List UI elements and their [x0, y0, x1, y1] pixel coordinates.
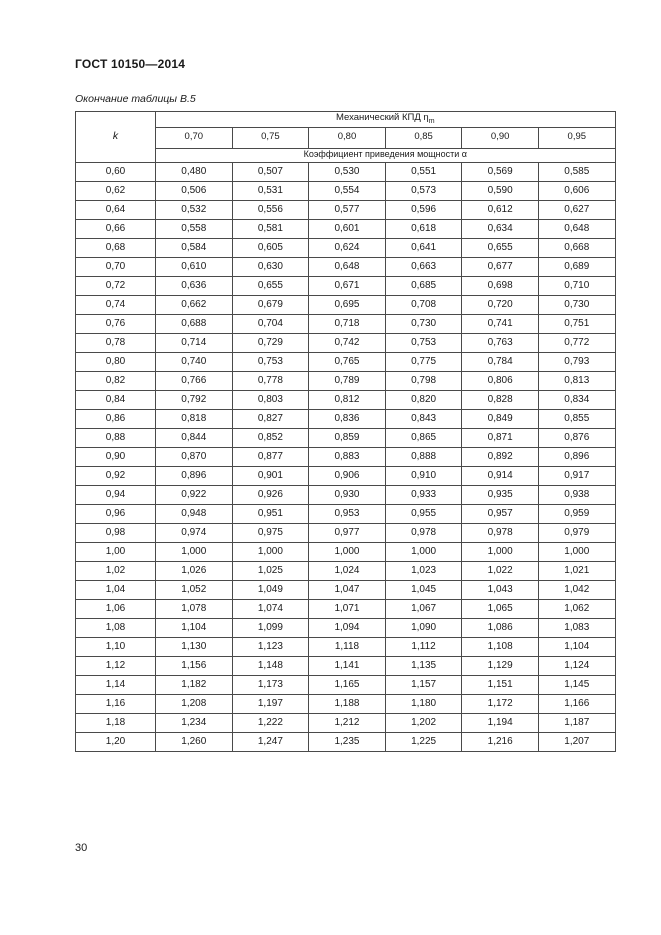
value-cell: 1,225: [385, 732, 462, 751]
table-row: [76, 276, 616, 295]
table-row: [76, 409, 616, 428]
value-cell: 1,000: [232, 542, 309, 561]
value-cell: 0,766: [156, 371, 233, 390]
value-cell: 0,507: [232, 162, 309, 181]
value-cell: 0,624: [309, 238, 386, 257]
k-cell: 0,64: [76, 200, 156, 219]
table-row: [76, 618, 616, 637]
value-cell: 0,974: [156, 523, 233, 542]
value-cell: 1,247: [232, 732, 309, 751]
value-cell: 0,708: [385, 295, 462, 314]
value-cell: 0,818: [156, 409, 233, 428]
value-cell: 0,630: [232, 257, 309, 276]
k-cell: 0,86: [76, 409, 156, 428]
value-cell: 0,772: [538, 333, 615, 352]
table-row: [76, 580, 616, 599]
k-cell: 1,14: [76, 675, 156, 694]
value-cell: 1,078: [156, 599, 233, 618]
value-cell: 1,000: [156, 542, 233, 561]
value-cell: 1,156: [156, 656, 233, 675]
k-cell: 0,68: [76, 238, 156, 257]
table-body: [76, 162, 616, 751]
value-cell: 0,671: [309, 276, 386, 295]
value-cell: 1,187: [538, 713, 615, 732]
value-cell: 1,172: [462, 694, 539, 713]
value-cell: 0,793: [538, 352, 615, 371]
k-cell: 0,80: [76, 352, 156, 371]
k-cell: 0,76: [76, 314, 156, 333]
k-cell: 0,88: [76, 428, 156, 447]
value-cell: 0,577: [309, 200, 386, 219]
value-cell: 0,551: [385, 162, 462, 181]
efficiency-value: 0,95: [538, 127, 615, 148]
value-cell: 0,679: [232, 295, 309, 314]
value-cell: 0,951: [232, 504, 309, 523]
value-cell: 1,049: [232, 580, 309, 599]
value-cell: 0,953: [309, 504, 386, 523]
value-cell: 0,634: [462, 219, 539, 238]
value-cell: 0,778: [232, 371, 309, 390]
value-cell: 1,207: [538, 732, 615, 751]
value-cell: 1,216: [462, 732, 539, 751]
value-cell: 0,668: [538, 238, 615, 257]
eta-subscript: m: [428, 117, 435, 125]
page-number: 30: [75, 842, 88, 854]
value-cell: 1,157: [385, 675, 462, 694]
value-cell: 0,888: [385, 447, 462, 466]
value-cell: 0,789: [309, 371, 386, 390]
value-cell: 0,812: [309, 390, 386, 409]
value-cell: 0,689: [538, 257, 615, 276]
table-row: [76, 561, 616, 580]
table-row: [76, 656, 616, 675]
value-cell: 1,090: [385, 618, 462, 637]
table-row: [76, 713, 616, 732]
value-cell: 1,094: [309, 618, 386, 637]
value-cell: 0,663: [385, 257, 462, 276]
value-cell: 0,584: [156, 238, 233, 257]
value-cell: 1,148: [232, 656, 309, 675]
table-row: [76, 390, 616, 409]
efficiency-value: 0,75: [232, 127, 309, 148]
table-row: [76, 447, 616, 466]
value-cell: 0,740: [156, 352, 233, 371]
value-cell: 0,922: [156, 485, 233, 504]
value-cell: 1,166: [538, 694, 615, 713]
value-cell: 1,042: [538, 580, 615, 599]
k-cell: 0,70: [76, 257, 156, 276]
value-cell: 0,751: [538, 314, 615, 333]
value-cell: 0,763: [462, 333, 539, 352]
value-cell: 0,806: [462, 371, 539, 390]
value-cell: 0,530: [309, 162, 386, 181]
value-cell: 1,000: [385, 542, 462, 561]
k-cell: 0,84: [76, 390, 156, 409]
value-cell: 0,636: [156, 276, 233, 295]
value-cell: 1,083: [538, 618, 615, 637]
value-cell: 0,901: [232, 466, 309, 485]
value-cell: 0,655: [232, 276, 309, 295]
table-row: [76, 523, 616, 542]
value-cell: 0,605: [232, 238, 309, 257]
value-cell: 0,662: [156, 295, 233, 314]
value-cell: 0,896: [538, 447, 615, 466]
table-row: [76, 428, 616, 447]
value-cell: 1,023: [385, 561, 462, 580]
value-cell: 0,855: [538, 409, 615, 428]
value-cell: 0,876: [538, 428, 615, 447]
table-row: [76, 504, 616, 523]
k-cell: 0,92: [76, 466, 156, 485]
table-row: [76, 219, 616, 238]
k-cell: 0,96: [76, 504, 156, 523]
value-cell: 0,803: [232, 390, 309, 409]
value-cell: 1,043: [462, 580, 539, 599]
value-cell: 0,704: [232, 314, 309, 333]
table-row: [76, 181, 616, 200]
value-cell: 1,234: [156, 713, 233, 732]
value-cell: 1,197: [232, 694, 309, 713]
value-cell: 0,610: [156, 257, 233, 276]
value-cell: 1,000: [538, 542, 615, 561]
value-cell: 0,877: [232, 447, 309, 466]
value-cell: 1,212: [309, 713, 386, 732]
efficiency-value: 0,90: [462, 127, 539, 148]
k-cell: 0,94: [76, 485, 156, 504]
value-cell: 0,792: [156, 390, 233, 409]
value-cell: 0,480: [156, 162, 233, 181]
value-cell: 1,086: [462, 618, 539, 637]
value-cell: 1,067: [385, 599, 462, 618]
k-cell: 0,62: [76, 181, 156, 200]
table-row: [76, 257, 616, 276]
k-cell: 0,74: [76, 295, 156, 314]
value-cell: 1,074: [232, 599, 309, 618]
value-cell: 0,648: [538, 219, 615, 238]
value-cell: 0,506: [156, 181, 233, 200]
k-cell: 1,00: [76, 542, 156, 561]
value-cell: 0,896: [156, 466, 233, 485]
value-cell: 0,978: [462, 523, 539, 542]
value-cell: 1,130: [156, 637, 233, 656]
value-cell: 1,045: [385, 580, 462, 599]
table-row: [76, 295, 616, 314]
value-cell: 1,260: [156, 732, 233, 751]
value-cell: 0,688: [156, 314, 233, 333]
k-cell: 1,12: [76, 656, 156, 675]
value-cell: 0,883: [309, 447, 386, 466]
value-cell: 0,655: [462, 238, 539, 257]
table-row: [76, 466, 616, 485]
value-cell: 0,730: [538, 295, 615, 314]
value-cell: 0,775: [385, 352, 462, 371]
table-row: [76, 675, 616, 694]
value-cell: 0,753: [232, 352, 309, 371]
value-cell: 0,718: [309, 314, 386, 333]
efficiency-value: 0,85: [385, 127, 462, 148]
value-cell: 1,182: [156, 675, 233, 694]
efficiency-value: 0,70: [156, 127, 233, 148]
value-cell: 0,844: [156, 428, 233, 447]
value-cell: 1,145: [538, 675, 615, 694]
k-cell: 1,16: [76, 694, 156, 713]
value-cell: 1,062: [538, 599, 615, 618]
value-cell: 0,978: [385, 523, 462, 542]
value-cell: 0,531: [232, 181, 309, 200]
value-cell: 0,741: [462, 314, 539, 333]
value-cell: 0,720: [462, 295, 539, 314]
power-coefficient-subheader: Коэффициент приведения мощности α: [156, 148, 616, 162]
k-column-header: k: [76, 112, 156, 163]
table-row: [76, 162, 616, 181]
value-cell: 0,935: [462, 485, 539, 504]
table-row: [76, 637, 616, 656]
table-row: [76, 542, 616, 561]
k-cell: 0,72: [76, 276, 156, 295]
value-cell: 0,596: [385, 200, 462, 219]
value-cell: 0,977: [309, 523, 386, 542]
value-cell: 0,729: [232, 333, 309, 352]
table-row: [76, 200, 616, 219]
value-cell: 1,065: [462, 599, 539, 618]
value-cell: 1,024: [309, 561, 386, 580]
subheader-row: [76, 148, 616, 162]
value-cell: 1,135: [385, 656, 462, 675]
k-cell: 1,08: [76, 618, 156, 637]
value-cell: 0,843: [385, 409, 462, 428]
value-cell: 1,180: [385, 694, 462, 713]
efficiency-value: 0,80: [309, 127, 386, 148]
value-cell: 0,618: [385, 219, 462, 238]
value-cell: 0,556: [232, 200, 309, 219]
value-cell: 1,025: [232, 561, 309, 580]
value-cell: 0,590: [462, 181, 539, 200]
k-cell: 1,02: [76, 561, 156, 580]
value-cell: 0,569: [462, 162, 539, 181]
value-cell: 1,071: [309, 599, 386, 618]
value-cell: 0,959: [538, 504, 615, 523]
value-cell: 0,813: [538, 371, 615, 390]
value-cell: 0,585: [538, 162, 615, 181]
mechanical-efficiency-header: [156, 112, 616, 128]
value-cell: 1,123: [232, 637, 309, 656]
table-row: [76, 333, 616, 352]
value-cell: 0,753: [385, 333, 462, 352]
value-cell: 0,695: [309, 295, 386, 314]
table-caption: Окончание таблицы В.5: [75, 93, 196, 105]
value-cell: 1,165: [309, 675, 386, 694]
value-cell: 1,151: [462, 675, 539, 694]
value-cell: 0,849: [462, 409, 539, 428]
value-cell: 1,188: [309, 694, 386, 713]
mechanical-efficiency-label: Механический КПД η: [336, 112, 429, 123]
value-cell: 0,798: [385, 371, 462, 390]
value-cell: 0,606: [538, 181, 615, 200]
value-cell: 0,892: [462, 447, 539, 466]
value-cell: 1,104: [156, 618, 233, 637]
value-cell: 0,938: [538, 485, 615, 504]
k-cell: 1,06: [76, 599, 156, 618]
value-cell: 0,641: [385, 238, 462, 257]
k-cell: 1,04: [76, 580, 156, 599]
k-cell: 0,60: [76, 162, 156, 181]
k-cell: 0,82: [76, 371, 156, 390]
table-row: [76, 732, 616, 751]
power-reduction-table: [75, 111, 616, 752]
value-cell: 0,955: [385, 504, 462, 523]
value-cell: 0,677: [462, 257, 539, 276]
value-cell: 0,627: [538, 200, 615, 219]
value-cell: 1,052: [156, 580, 233, 599]
value-cell: 0,573: [385, 181, 462, 200]
document-header: ГОСТ 10150—2014: [75, 57, 186, 71]
value-cell: 1,000: [462, 542, 539, 561]
value-cell: 1,222: [232, 713, 309, 732]
value-cell: 0,859: [309, 428, 386, 447]
value-cell: 0,648: [309, 257, 386, 276]
value-cell: 1,173: [232, 675, 309, 694]
value-cell: 1,235: [309, 732, 386, 751]
value-cell: 1,047: [309, 580, 386, 599]
table-row: [76, 371, 616, 390]
value-cell: 0,730: [385, 314, 462, 333]
k-cell: 0,66: [76, 219, 156, 238]
value-cell: 0,827: [232, 409, 309, 428]
value-cell: 0,933: [385, 485, 462, 504]
value-cell: 0,532: [156, 200, 233, 219]
value-cell: 1,129: [462, 656, 539, 675]
value-cell: 0,836: [309, 409, 386, 428]
table-row: [76, 485, 616, 504]
k-cell: 1,10: [76, 637, 156, 656]
value-cell: 1,021: [538, 561, 615, 580]
value-cell: 1,208: [156, 694, 233, 713]
table-row: [76, 352, 616, 371]
value-cell: 0,926: [232, 485, 309, 504]
value-cell: 1,141: [309, 656, 386, 675]
efficiency-values-row: [76, 127, 616, 148]
value-cell: 0,828: [462, 390, 539, 409]
value-cell: 1,112: [385, 637, 462, 656]
value-cell: 0,870: [156, 447, 233, 466]
value-cell: 0,975: [232, 523, 309, 542]
value-cell: 1,194: [462, 713, 539, 732]
value-cell: 0,710: [538, 276, 615, 295]
value-cell: 0,698: [462, 276, 539, 295]
k-cell: 0,90: [76, 447, 156, 466]
value-cell: 0,714: [156, 333, 233, 352]
table-row: [76, 694, 616, 713]
k-cell: 0,78: [76, 333, 156, 352]
value-cell: 0,612: [462, 200, 539, 219]
value-cell: 0,852: [232, 428, 309, 447]
value-cell: 0,558: [156, 219, 233, 238]
table-row: [76, 238, 616, 257]
value-cell: 0,784: [462, 352, 539, 371]
value-cell: 0,871: [462, 428, 539, 447]
value-cell: 1,118: [309, 637, 386, 656]
value-cell: 0,930: [309, 485, 386, 504]
value-cell: 1,022: [462, 561, 539, 580]
value-cell: 1,202: [385, 713, 462, 732]
value-cell: 0,685: [385, 276, 462, 295]
value-cell: 1,124: [538, 656, 615, 675]
value-cell: 0,914: [462, 466, 539, 485]
value-cell: 0,979: [538, 523, 615, 542]
k-cell: 1,18: [76, 713, 156, 732]
k-cell: 1,20: [76, 732, 156, 751]
value-cell: 0,581: [232, 219, 309, 238]
k-cell: 0,98: [76, 523, 156, 542]
value-cell: 0,601: [309, 219, 386, 238]
table-row: [76, 314, 616, 333]
value-cell: 0,865: [385, 428, 462, 447]
table-row: [76, 599, 616, 618]
value-cell: 0,906: [309, 466, 386, 485]
value-cell: 1,000: [309, 542, 386, 561]
value-cell: 0,957: [462, 504, 539, 523]
group-header-row: [76, 112, 616, 128]
value-cell: 1,108: [462, 637, 539, 656]
value-cell: 0,910: [385, 466, 462, 485]
value-cell: 0,765: [309, 352, 386, 371]
value-cell: 0,820: [385, 390, 462, 409]
value-cell: 0,742: [309, 333, 386, 352]
value-cell: 1,104: [538, 637, 615, 656]
value-cell: 1,026: [156, 561, 233, 580]
value-cell: 0,917: [538, 466, 615, 485]
value-cell: 0,554: [309, 181, 386, 200]
value-cell: 0,834: [538, 390, 615, 409]
value-cell: 1,099: [232, 618, 309, 637]
value-cell: 0,948: [156, 504, 233, 523]
